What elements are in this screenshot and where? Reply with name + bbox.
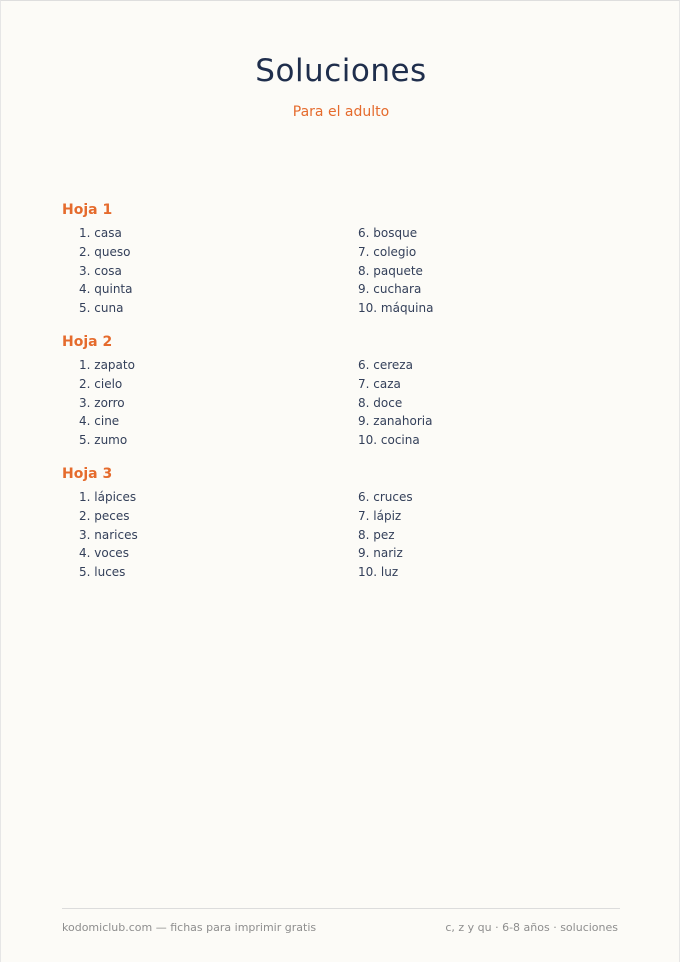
answer-item: 9. cuchara <box>358 282 422 297</box>
answer-item: 3. cosa <box>79 263 122 278</box>
footer-divider <box>62 908 620 909</box>
answer-item: 1. lápices <box>79 490 137 504</box>
answer-item: 3. narices <box>79 527 138 542</box>
answer-item: 9. zanahoria <box>358 414 433 429</box>
answer-list-right <box>358 224 433 318</box>
answer-item: 7. lápiz <box>358 508 402 523</box>
answer-list-right <box>358 488 413 582</box>
answer-list-left <box>79 224 132 318</box>
answer-list-left <box>79 488 138 582</box>
answer-list-left <box>79 356 135 450</box>
answer-item: 1. zapato <box>79 358 135 372</box>
answer-item: 8. paquete <box>358 263 423 278</box>
answer-item: 2. peces <box>79 508 130 523</box>
answer-item: 5. luces <box>79 565 126 580</box>
section-heading: Hoja 1 <box>62 202 113 218</box>
answer-item: 7. colegio <box>358 244 417 259</box>
answer-item: 2. queso <box>79 244 131 259</box>
answer-item: 4. voces <box>79 546 129 561</box>
answer-item: 9. nariz <box>358 546 403 561</box>
answer-item: 6. cereza <box>358 358 413 372</box>
answer-item: 8. doce <box>358 395 403 410</box>
answer-columns <box>62 356 622 451</box>
answer-item: 6. cruces <box>358 490 413 504</box>
section-hoja-1 <box>62 201 622 319</box>
answer-item: 7. caza <box>358 376 401 391</box>
answer-item: 2. cielo <box>79 376 123 391</box>
section-hoja-3 <box>62 465 622 583</box>
footer-meta-text: c, z y qu · 6-8 años · soluciones <box>445 921 618 934</box>
answer-item: 4. quinta <box>79 282 133 297</box>
answer-columns <box>62 224 622 319</box>
answer-item: 10. cocina <box>358 433 420 448</box>
answer-item: 4. cine <box>79 414 120 429</box>
section-heading: Hoja 2 <box>62 334 113 350</box>
answer-item: 5. zumo <box>79 433 128 448</box>
page-title: Soluciones <box>255 53 427 89</box>
answer-item: 8. pez <box>358 527 395 542</box>
answer-item: 5. cuna <box>79 301 124 316</box>
answer-item: 10. luz <box>358 565 399 580</box>
answer-list-right <box>358 356 432 450</box>
answer-item: 6. bosque <box>358 226 418 240</box>
section-heading: Hoja 3 <box>62 466 113 482</box>
answer-item: 1. casa <box>79 226 122 240</box>
answer-columns <box>62 488 622 583</box>
answer-item: 10. máquina <box>358 301 434 316</box>
answer-item: 3. zorro <box>79 395 125 410</box>
section-hoja-2 <box>62 333 622 451</box>
footer-site-text: kodomiclub.com — fichas para imprimir gratis <box>62 921 317 934</box>
page-subtitle: Para el adulto <box>292 104 390 120</box>
